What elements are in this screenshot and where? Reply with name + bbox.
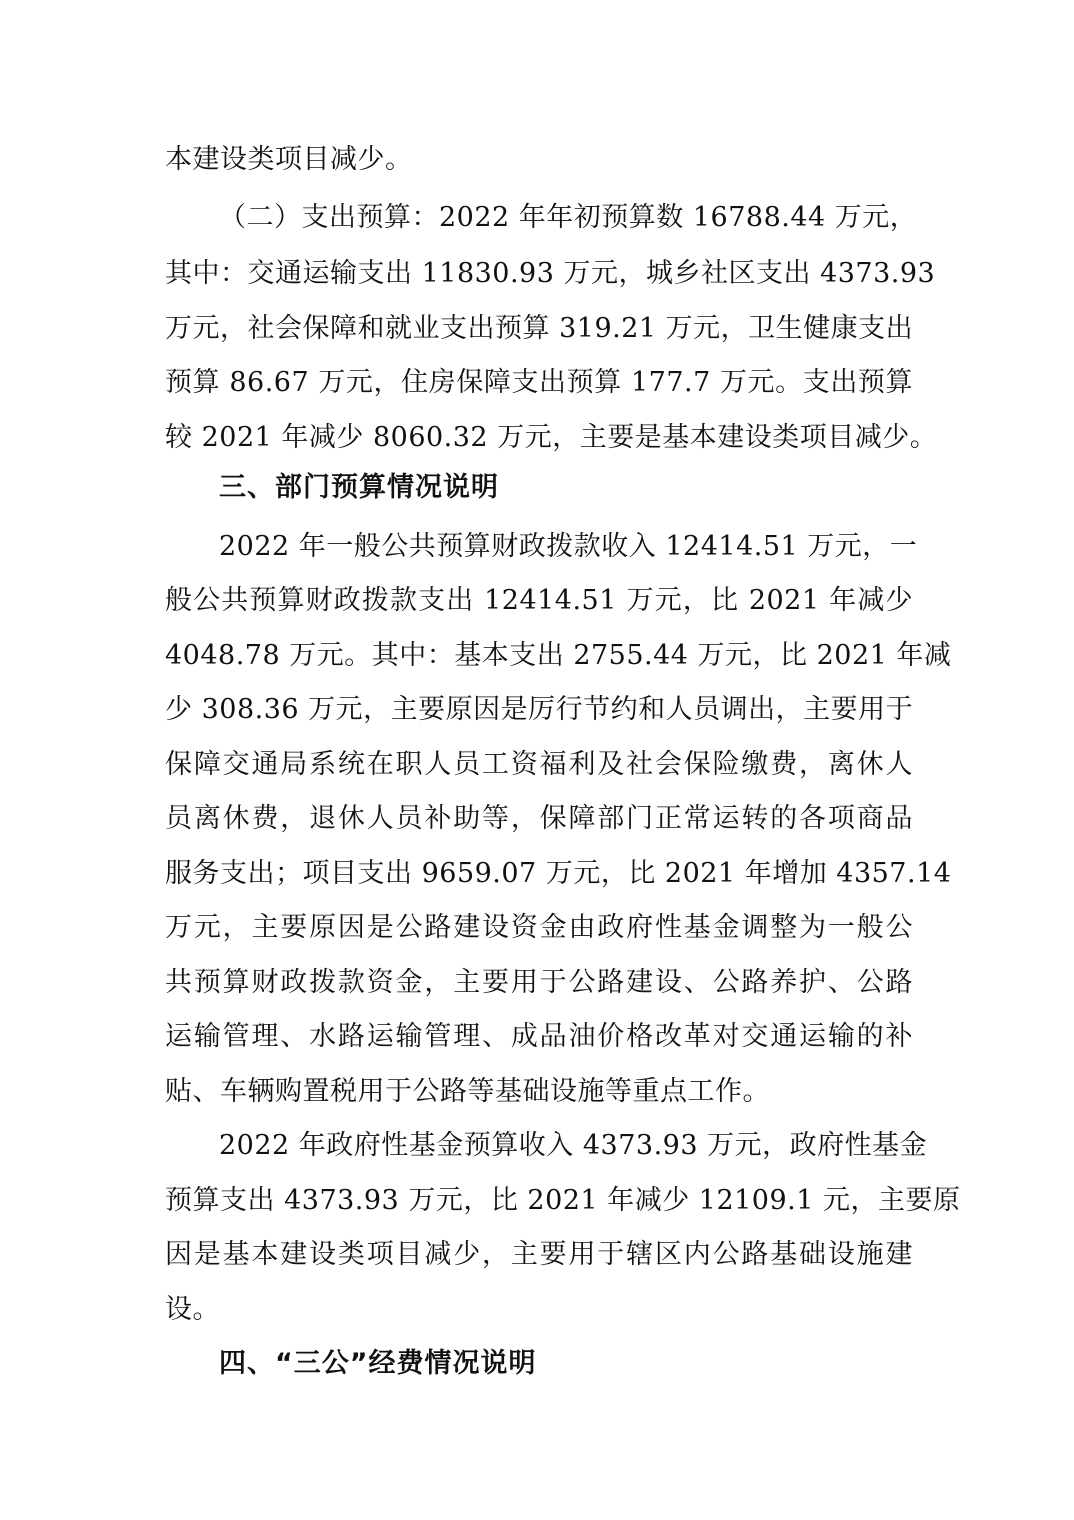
paragraph-line: 保障交通局系统在职人员工资福利及社会保险缴费，离休人	[165, 749, 913, 780]
paragraph-line: 般公共预算财政拨款支出 12414.51 万元，比 2021 年减少	[165, 585, 913, 616]
paragraph-line: 设。	[165, 1294, 220, 1325]
paragraph-line: 因是基本建设类项目减少，主要用于辖区内公路基础设施建	[165, 1239, 913, 1270]
paragraph-line: 本建设类项目减少。	[165, 144, 413, 175]
paragraph-line: 万元，社会保障和就业支出预算 319.21 万元，卫生健康支出	[165, 313, 914, 344]
section-heading-four: 四、“三公”经费情况说明	[219, 1348, 537, 1379]
paragraph-line: 预算支出 4373.93 万元，比 2021 年减少 12109.1 元，主要原	[165, 1185, 961, 1216]
section-heading-three: 三、部门预算情况说明	[219, 472, 499, 503]
paragraph-line: 2022 年一般公共预算财政拨款收入 12414.51 万元，一	[219, 531, 918, 562]
paragraph-line: 服务支出；项目支出 9659.07 万元，比 2021 年增加 4357.14	[165, 858, 952, 889]
paragraph-line: 少 308.36 万元，主要原因是厉行节约和人员调出，主要用于	[165, 694, 914, 725]
paragraph-line: 较 2021 年减少 8060.32 万元，主要是基本建设类项目减少。	[165, 422, 938, 453]
paragraph-line: 万元，主要原因是公路建设资金由政府性基金调整为一般公	[165, 912, 913, 943]
paragraph-line: 预算 86.67 万元，住房保障支出预算 177.7 万元。支出预算	[165, 367, 913, 398]
paragraph-line: 2022 年政府性基金预算收入 4373.93 万元，政府性基金	[219, 1130, 928, 1161]
paragraph-line: 员离休费，退休人员补助等，保障部门正常运转的各项商品	[165, 803, 913, 834]
paragraph-line: 共预算财政拨款资金，主要用于公路建设、公路养护、公路	[165, 967, 913, 998]
paragraph-line: 4048.78 万元。其中：基本支出 2755.44 万元，比 2021 年减	[165, 640, 952, 671]
paragraph-line: 运输管理、水路运输管理、成品油价格改革对交通运输的补	[165, 1021, 913, 1052]
paragraph-line: 贴、车辆购置税用于公路等基础设施等重点工作。	[165, 1076, 770, 1107]
paragraph-line: （二）支出预算：2022 年年初预算数 16788.44 万元，	[219, 202, 918, 233]
paragraph-line: 其中：交通运输支出 11830.93 万元，城乡社区支出 4373.93	[165, 258, 936, 289]
